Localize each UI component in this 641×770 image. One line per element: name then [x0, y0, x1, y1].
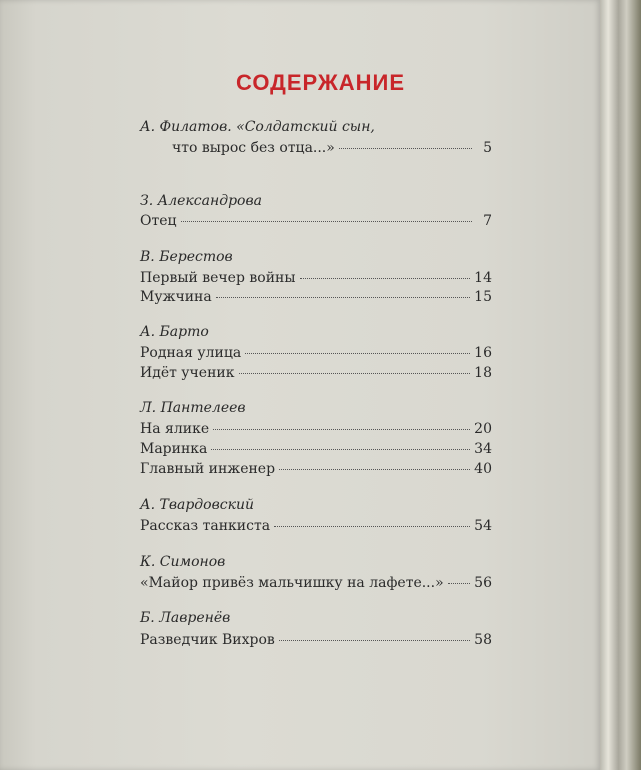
toc-author: Л. Пантелеев	[140, 400, 246, 416]
dot-leader	[274, 526, 470, 527]
toc-author: В. Берестов	[140, 249, 233, 265]
toc-entry[interactable]	[140, 270, 492, 290]
toc-entry-title: Родная улица	[140, 345, 242, 361]
dot-leader	[448, 583, 471, 584]
toc-entry-title: Идёт ученик	[140, 365, 235, 381]
toc-entry-title: Первый вечер войны	[140, 270, 296, 286]
toc-entry[interactable]	[140, 421, 492, 441]
toc-entry-page: 18	[474, 365, 492, 381]
toc-entry-page: 20	[474, 421, 492, 437]
toc-entry[interactable]	[140, 575, 492, 595]
toc-entry-page: 5	[483, 140, 492, 156]
dot-leader	[216, 297, 470, 298]
toc-entry-page: 54	[474, 518, 492, 534]
toc-entry[interactable]	[140, 213, 492, 233]
dot-leader	[279, 469, 470, 470]
toc-entry-title: «Майор привёз мальчишку на лафете...»	[140, 575, 444, 591]
toc-entry-page: 15	[474, 289, 492, 305]
dot-leader	[245, 353, 470, 354]
dot-leader	[211, 449, 470, 450]
toc-author: А. Филатов. «Солдатский сын,	[140, 119, 375, 135]
toc-entry[interactable]	[172, 140, 492, 160]
toc-entry-page: 56	[474, 575, 492, 591]
toc-entry[interactable]	[140, 289, 492, 309]
toc-entry[interactable]	[140, 441, 492, 461]
toc-entry-title: Рассказ танкиста	[140, 518, 271, 534]
toc-author: З. Александрова	[140, 193, 262, 209]
toc-entry[interactable]	[140, 461, 492, 481]
toc-entry-title: Отец	[140, 213, 177, 229]
book-page-edge	[600, 0, 641, 770]
toc-author: Б. Лавренёв	[140, 610, 231, 626]
toc-entry[interactable]	[140, 632, 492, 652]
toc-entry-title: Разведчик Вихров	[140, 632, 275, 648]
toc-entry-title: что вырос без отца...»	[172, 140, 335, 156]
dot-leader	[279, 640, 470, 641]
toc-title: СОДЕРЖАНИЕ	[236, 70, 406, 95]
dot-leader	[181, 221, 472, 222]
toc-author: К. Симонов	[140, 554, 226, 570]
toc-entry-page: 58	[474, 632, 492, 648]
toc-entry-page: 34	[474, 441, 492, 457]
toc-author: А. Барто	[140, 324, 209, 340]
toc-entry[interactable]	[140, 518, 492, 538]
toc-entry-title: Главный инженер	[140, 461, 276, 477]
dot-leader	[300, 278, 471, 279]
toc-author: А. Твардовский	[140, 497, 254, 513]
toc-entry[interactable]	[140, 345, 492, 365]
toc-entry-title: На ялике	[140, 421, 210, 437]
dot-leader	[339, 148, 472, 149]
toc-entry-page: 7	[483, 213, 492, 229]
toc-entry-title: Мужчина	[140, 289, 212, 305]
toc-entry-title: Маринка	[140, 441, 208, 457]
dot-leader	[213, 429, 470, 430]
toc-entry[interactable]	[140, 365, 492, 385]
dot-leader	[239, 373, 471, 374]
toc-entry-page: 16	[474, 345, 492, 361]
toc-entry-page: 40	[474, 461, 492, 477]
toc-entry-page: 14	[474, 270, 492, 286]
